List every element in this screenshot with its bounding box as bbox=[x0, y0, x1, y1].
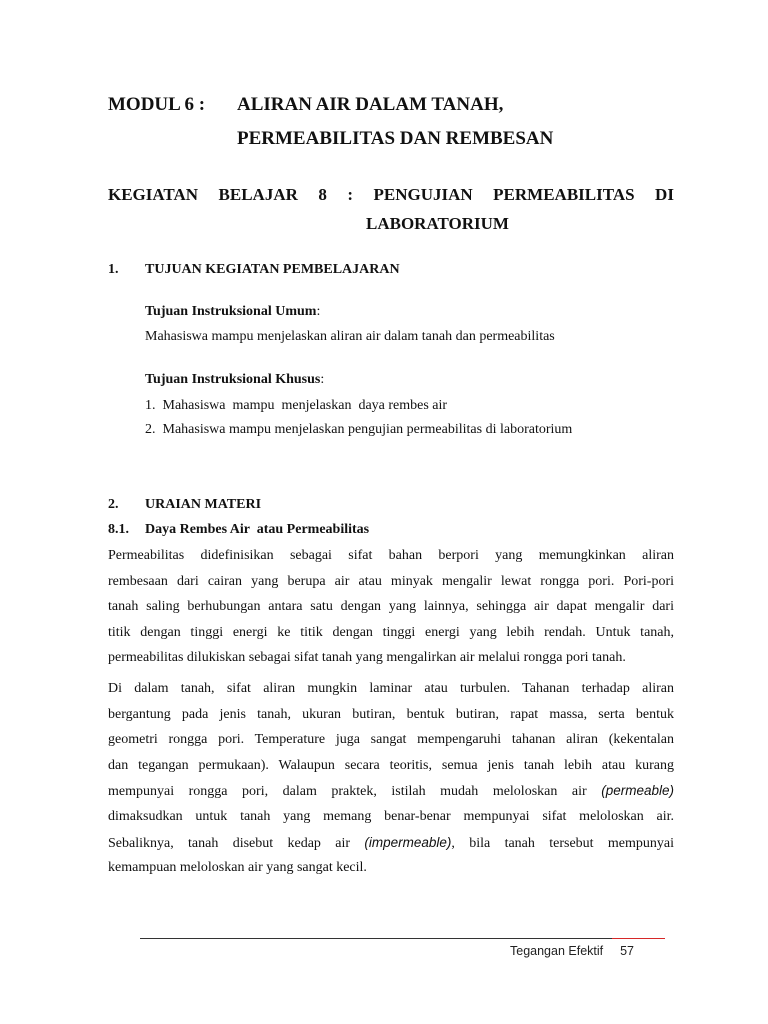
tiu-label: Tujuan Instruksional Umum bbox=[145, 304, 317, 319]
tik-item-2: 2. Mahasiswa mampu menjelaskan pengujian permeabilitas di laboratorium bbox=[145, 422, 573, 437]
footer-divider bbox=[140, 938, 612, 939]
kegiatan-word: BELAJAR bbox=[218, 185, 298, 204]
paragraph-line: permeabilitas dilukiskan sebagai sifat tanah yang mengalirkan air melalui rongga pori tanah. bbox=[108, 650, 626, 666]
kegiatan-title-line2: LABORATORIUM bbox=[366, 214, 509, 233]
kegiatan-title-line1 bbox=[108, 185, 674, 205]
paragraph-line: geometri rongga pori. Temperature juga sangat mempengaruhi tahanan aliran (kekentalan bbox=[108, 732, 674, 748]
section2-title: URAIAN MATERI bbox=[145, 497, 262, 512]
paragraph-line: Permeabilitas didefinisikan sebagai sifat bahan berpori yang memungkinkan aliran bbox=[108, 548, 674, 563]
emphasis-term: (permeable) bbox=[601, 783, 674, 799]
tiu-heading bbox=[145, 304, 320, 320]
tik-colon: : bbox=[320, 372, 325, 387]
footer-divider-accent bbox=[612, 938, 665, 939]
paragraph-line: tanah saling berhubungan antara satu dengan yang lainnya, sehingga air dapat mengalir dari bbox=[108, 599, 674, 615]
paragraph-line: kemampuan meloloskan air yang sangat kecil. bbox=[108, 860, 367, 876]
tiu-text: Mahasiswa mampu menjelaskan aliran air dalam tanah dan permeabilitas bbox=[145, 329, 555, 344]
modul-label: MODUL 6 : bbox=[108, 94, 206, 115]
paragraph-2 bbox=[108, 676, 674, 881]
paragraph-line bbox=[108, 830, 674, 856]
kegiatan-word: DI bbox=[655, 185, 674, 204]
paragraph-line: dan tegangan permukaan). Walaupun secara teoritis, semua jenis tanah lebih atau kurang bbox=[108, 757, 674, 773]
modul-title-line2: PERMEABILITAS DAN REMBESAN bbox=[237, 128, 554, 149]
kegiatan-word: 8 bbox=[318, 185, 327, 204]
tik-item-1: 1. Mahasiswa mampu menjelaskan daya rembes air bbox=[145, 398, 448, 413]
paragraph-line: dimaksudkan untuk tanah yang memang benar-benar mempunyai sifat meloloskan air. bbox=[108, 808, 674, 824]
paragraph-line: bergantung pada jenis tanah, ukuran butiran, bentuk butiran, rapat massa, serta bentuk bbox=[108, 706, 674, 722]
footer-title: Tegangan Efektif bbox=[510, 944, 604, 958]
paragraph-line bbox=[108, 778, 674, 804]
footer bbox=[510, 944, 634, 958]
section1-title: TUJUAN KEGIATAN PEMBELAJARAN bbox=[145, 262, 400, 277]
tiu-colon: : bbox=[316, 304, 321, 319]
paragraph-line: titik dengan tinggi energi ke titik dengan tinggi energi yang lebih rendah. Untuk tanah, bbox=[108, 624, 674, 640]
paragraph-text: Sebaliknya, tanah disebut kedap air bbox=[108, 835, 365, 851]
kegiatan-word: KEGIATAN bbox=[108, 185, 199, 204]
section2-number: 2. bbox=[108, 497, 119, 512]
subsection-number: 8.1. bbox=[108, 522, 129, 537]
kegiatan-word: : bbox=[347, 185, 354, 204]
kegiatan-word: PERMEABILITAS bbox=[493, 185, 635, 204]
paragraph-line: Di dalam tanah, sifat aliran mungkin laminar atau turbulen. Tahanan terhadap aliran bbox=[108, 681, 674, 696]
modul-title-line1: ALIRAN AIR DALAM TANAH, bbox=[237, 94, 504, 115]
subsection-title: Daya Rembes Air atau Permeabilitas bbox=[145, 522, 370, 537]
paragraph-1 bbox=[108, 543, 674, 671]
paragraph-text: mempunyai rongga pori, dalam praktek, istilah mudah meloloskan air bbox=[108, 784, 602, 800]
tik-heading bbox=[145, 372, 324, 388]
page-number: 57 bbox=[620, 944, 634, 958]
paragraph-line: rembesaan dari cairan yang berupa air atau minyak mengalir lewat rongga pori. Pori-pori bbox=[108, 573, 674, 589]
paragraph-text: , bila tanah tersebut mempunyai bbox=[451, 835, 674, 851]
section1-number: 1. bbox=[108, 262, 119, 277]
kegiatan-word: PENGUJIAN bbox=[373, 185, 473, 204]
tik-label: Tujuan Instruksional Khusus bbox=[145, 372, 321, 387]
emphasis-term: (impermeable) bbox=[364, 834, 452, 850]
